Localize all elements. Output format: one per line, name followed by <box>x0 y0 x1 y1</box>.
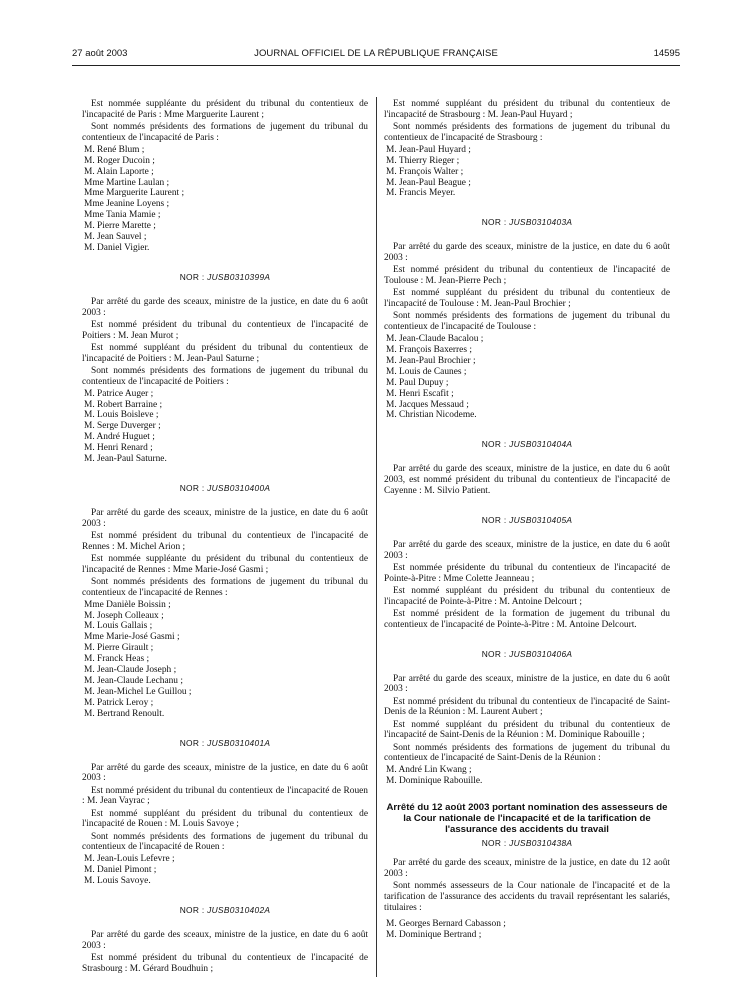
left-column <box>82 99 368 975</box>
paragraph: Est nommé président de la formation de jugement du tribunal du contentieux de l'incapacité de Pointe-à-Pitre : M. Antoine Delcourt. <box>384 608 670 630</box>
list-item: M. Louis Boisleve ; <box>84 410 159 421</box>
list-item: M. Pierre Marette ; <box>84 221 156 232</box>
member-list <box>384 919 670 941</box>
paragraph: Est nommé suppléant du président du tribunal du contentieux de l'incapacité de Toulouse : M. Jean-Paul Brochier ; <box>384 288 670 310</box>
list-item: M. Louis de Caunes ; <box>386 366 467 377</box>
list-item: M. Bertrand Renoult. <box>84 708 165 719</box>
paragraph: Est nommé suppléant du président du tribunal du contentieux de l'incapacité de Poitiers : M. Jean-Paul Saturne ; <box>82 342 368 364</box>
paragraph: Est nommée suppléante du président du tribunal du contentieux de l'incapacité de Rennes : Mme Marie-José Gasmi ; <box>82 553 368 575</box>
nor-reference: NOR : JUSB0310406A <box>481 648 573 659</box>
list-item: Mme Martine Laulan ; <box>84 177 170 188</box>
list-item: M. Francis Meyer. <box>386 188 456 199</box>
paragraph: Par arrêté du garde des sceaux, ministre de la justice, en date du 6 août 2003, est nommé président du tribunal du contentieux de l'incapacité de Cayenne : M. Silvio Patient. <box>384 464 670 497</box>
paragraph: Par arrêté du garde des sceaux, ministre de la justice, en date du 6 août 2003 : <box>384 242 670 264</box>
list-item: M. Serge Duverger ; <box>84 421 161 432</box>
paragraph: Est nommé suppléant du président du tribunal du contentieux de l'incapacité de Saint-Denis de la Réunion : M. Dominique Rabouille ; <box>384 719 670 741</box>
nor-reference: NOR : JUSB0310438A <box>481 837 573 848</box>
member-list <box>82 854 368 887</box>
list-item: M. Thierry Rieger ; <box>386 155 460 166</box>
list-item: M. Patrick Leroy ; <box>84 697 154 708</box>
member-list <box>82 600 368 720</box>
column-divider <box>376 97 377 977</box>
paragraph: Par arrêté du garde des sceaux, ministre de la justice, en date du 6 août 2003 : <box>82 929 368 951</box>
list-item: M. Louis Gallais ; <box>84 621 153 632</box>
paragraph: Par arrêté du garde des sceaux, ministre de la justice, en date du 6 août 2003 : <box>82 762 368 784</box>
list-item: M. Jean-Paul Beague ; <box>386 177 471 188</box>
paragraph: Est nommé président du tribunal du contentieux de l'incapacité de Rennes : M. Michel Arion ; <box>82 530 368 552</box>
list-item: M. André Huguet ; <box>84 432 155 443</box>
list-item: M. Robert Barraine ; <box>84 399 163 410</box>
list-item: Mme Danièle Boissin ; <box>84 599 171 610</box>
paragraph: Sont nommés présidents des formations de jugement du tribunal du contentieux de l'incapacité de Saint-Denis de la Réunion : <box>384 742 670 764</box>
list-item: M. René Blum ; <box>84 144 145 155</box>
paragraph: Par arrêté du garde des sceaux, ministre de la justice, en date du 6 août 2003 : <box>82 296 368 318</box>
right-column <box>384 99 670 941</box>
list-item: M. François Baxerres ; <box>386 344 472 355</box>
paragraph: Sont nommés présidents des formations de jugement du tribunal du contentieux de l'incapacité de Rouen : <box>82 831 368 853</box>
list-item: M. Christian Nicodeme. <box>386 410 477 421</box>
header-rule <box>72 65 680 66</box>
list-item: M. Jean-Michel Le Guillou ; <box>84 686 192 697</box>
list-item: M. Georges Bernard Cabasson ; <box>386 919 506 930</box>
paragraph: Est nommé président du tribunal du contentieux de l'incapacité de Toulouse : M. Jean-Pierre Pech ; <box>384 265 670 287</box>
list-item: M. Patrice Auger ; <box>84 388 154 399</box>
list-item: Mme Tania Mamie ; <box>84 210 161 221</box>
list-item: M. Daniel Pimont ; <box>84 865 157 876</box>
list-item: Mme Marguerite Laurent ; <box>84 188 185 199</box>
list-item: Mme Jeanine Loyens ; <box>84 199 170 210</box>
paragraph: Par arrêté du garde des sceaux, ministre de la justice, en date du 12 août 2003 : <box>384 858 670 880</box>
paragraph: Sont nommés présidents des formations de jugement du tribunal du contentieux de l'incapacité de Paris : <box>82 122 368 143</box>
member-list <box>384 145 670 200</box>
list-item: M. Jean-Claude Bacalou ; <box>386 334 484 345</box>
list-item: Mme Marie-José Gasmi ; <box>84 632 180 643</box>
paragraph: Sont nommés présidents des formations de jugement du tribunal du contentieux de l'incapacité de Strasbourg : <box>384 122 670 143</box>
nor-reference: NOR : JUSB0310405A <box>481 514 573 525</box>
journal-title: JOURNAL OFFICIEL DE LA RÉPUBLIQUE FRANÇAISE <box>254 48 498 59</box>
paragraph: Est nommé président du tribunal du contentieux de l'incapacité de Strasbourg : M. Gérard Boudhuin ; <box>82 952 368 974</box>
page-number: 14595 <box>653 48 680 59</box>
list-item: M. Daniel Vigier. <box>84 242 150 253</box>
paragraph: Est nommé président du tribunal du contentieux de l'incapacité de Saint-Denis de la Réunion : M. Laurent Aubert ; <box>384 696 670 718</box>
paragraph: Sont nommés assesseurs de la Cour nationale de l'incapacité et de la tarification de l'assurance des accidents du travail représentant les salariés, titulaires : <box>384 881 670 914</box>
page-header <box>72 48 680 64</box>
nor-reference: NOR : JUSB0310400A <box>179 482 271 493</box>
list-item: M. Jean-Claude Lechanu ; <box>84 676 183 686</box>
list-item: M. Jean Sauvel ; <box>84 232 147 243</box>
list-item: M. Henri Escafit ; <box>386 388 454 399</box>
paragraph: Est nommé suppléant du président du tribunal du contentieux de l'incapacité de Rouen : M. Louis Savoye ; <box>82 808 368 830</box>
issue-date: 27 août 2003 <box>72 48 128 59</box>
paragraph: Par arrêté du garde des sceaux, ministre de la justice, en date du 6 août 2003 : <box>384 673 670 695</box>
list-item: M. Louis Savoye. <box>84 876 151 887</box>
list-item: M. Roger Ducoin ; <box>84 155 155 166</box>
list-item: M. Jean-Paul Brochier ; <box>386 355 476 366</box>
nor-reference: NOR : JUSB0310404A <box>481 439 573 450</box>
list-item: M. Pierre Girault ; <box>84 643 154 654</box>
list-item: M. Jean-Claude Joseph ; <box>84 665 177 676</box>
member-list <box>82 145 368 254</box>
list-item: M. Alain Laporte ; <box>84 166 154 177</box>
list-item: M. Jacques Messaud ; <box>386 399 469 410</box>
list-item: M. André Lin Kwang ; <box>386 765 472 776</box>
list-item: M. Dominique Rabouille. <box>386 776 483 787</box>
paragraph: Est nommée suppléante du président du tribunal du contentieux de l'incapacité de Paris : Mme Marguerite Laurent ; <box>82 99 368 120</box>
list-item: M. Paul Dupuy ; <box>386 377 449 388</box>
nor-reference: NOR : JUSB0310399A <box>179 271 271 282</box>
paragraph: Sont nommés présidents des formations de jugement du tribunal du contentieux de l'incapacité de Rennes : <box>82 576 368 598</box>
member-list <box>384 765 670 787</box>
paragraph: Est nommé président du tribunal du contentieux de l'incapacité de Rouen : M. Jean Vayrac ; <box>82 785 368 807</box>
paragraph: Est nommé suppléant du président du tribunal du contentieux de l'incapacité de Pointe-à-Pitre : M. Antoine Delcourt ; <box>384 585 670 607</box>
paragraph: Est nommé suppléant du président du tribunal du contentieux de l'incapacité de Strasbourg : M. Jean-Paul Huyard ; <box>384 99 670 120</box>
nor-reference: NOR : JUSB0310403A <box>481 217 573 228</box>
list-item: M. Jean-Louis Lefevre ; <box>84 854 175 865</box>
list-item: M. Dominique Bertrand ; <box>386 930 482 941</box>
paragraph: Sont nommés présidents des formations de jugement du tribunal du contentieux de l'incapacité de Poitiers : <box>82 365 368 387</box>
list-item: M. Joseph Colleaux ; <box>84 610 164 621</box>
nor-reference: NOR : JUSB0310401A <box>179 737 271 748</box>
paragraph: Par arrêté du garde des sceaux, ministre de la justice, en date du 6 août 2003 : <box>384 539 670 561</box>
member-list <box>384 334 670 421</box>
list-item: M. Jean-Paul Saturne. <box>84 454 167 465</box>
list-item: M. Franck Heas ; <box>84 654 150 665</box>
list-item: M. Jean-Paul Huyard ; <box>386 144 471 155</box>
list-item: M. Henri Renard ; <box>84 443 153 454</box>
paragraph: Est nommée présidente du tribunal du contentieux de l'incapacité de Pointe-à-Pitre : Mme Colette Jeanneau ; <box>384 562 670 584</box>
paragraph: Est nommé président du tribunal du contentieux de l'incapacité de Poitiers : M. Jean Murot ; <box>82 319 368 341</box>
nor-reference: NOR : JUSB0310402A <box>179 905 271 916</box>
list-item: M. François Walter ; <box>386 166 464 177</box>
member-list <box>82 389 368 465</box>
arrete-title: Arrêté du 12 août 2003 portant nomination des assesseurs de la Cour nationale de l'incapacité et de la tarification de l'assurance des accidents du travail <box>386 802 668 835</box>
paragraph: Par arrêté du garde des sceaux, ministre de la justice, en date du 6 août 2003 : <box>82 507 368 529</box>
paragraph: Sont nommés présidents des formations de jugement du tribunal du contentieux de l'incapacité de Toulouse : <box>384 311 670 333</box>
